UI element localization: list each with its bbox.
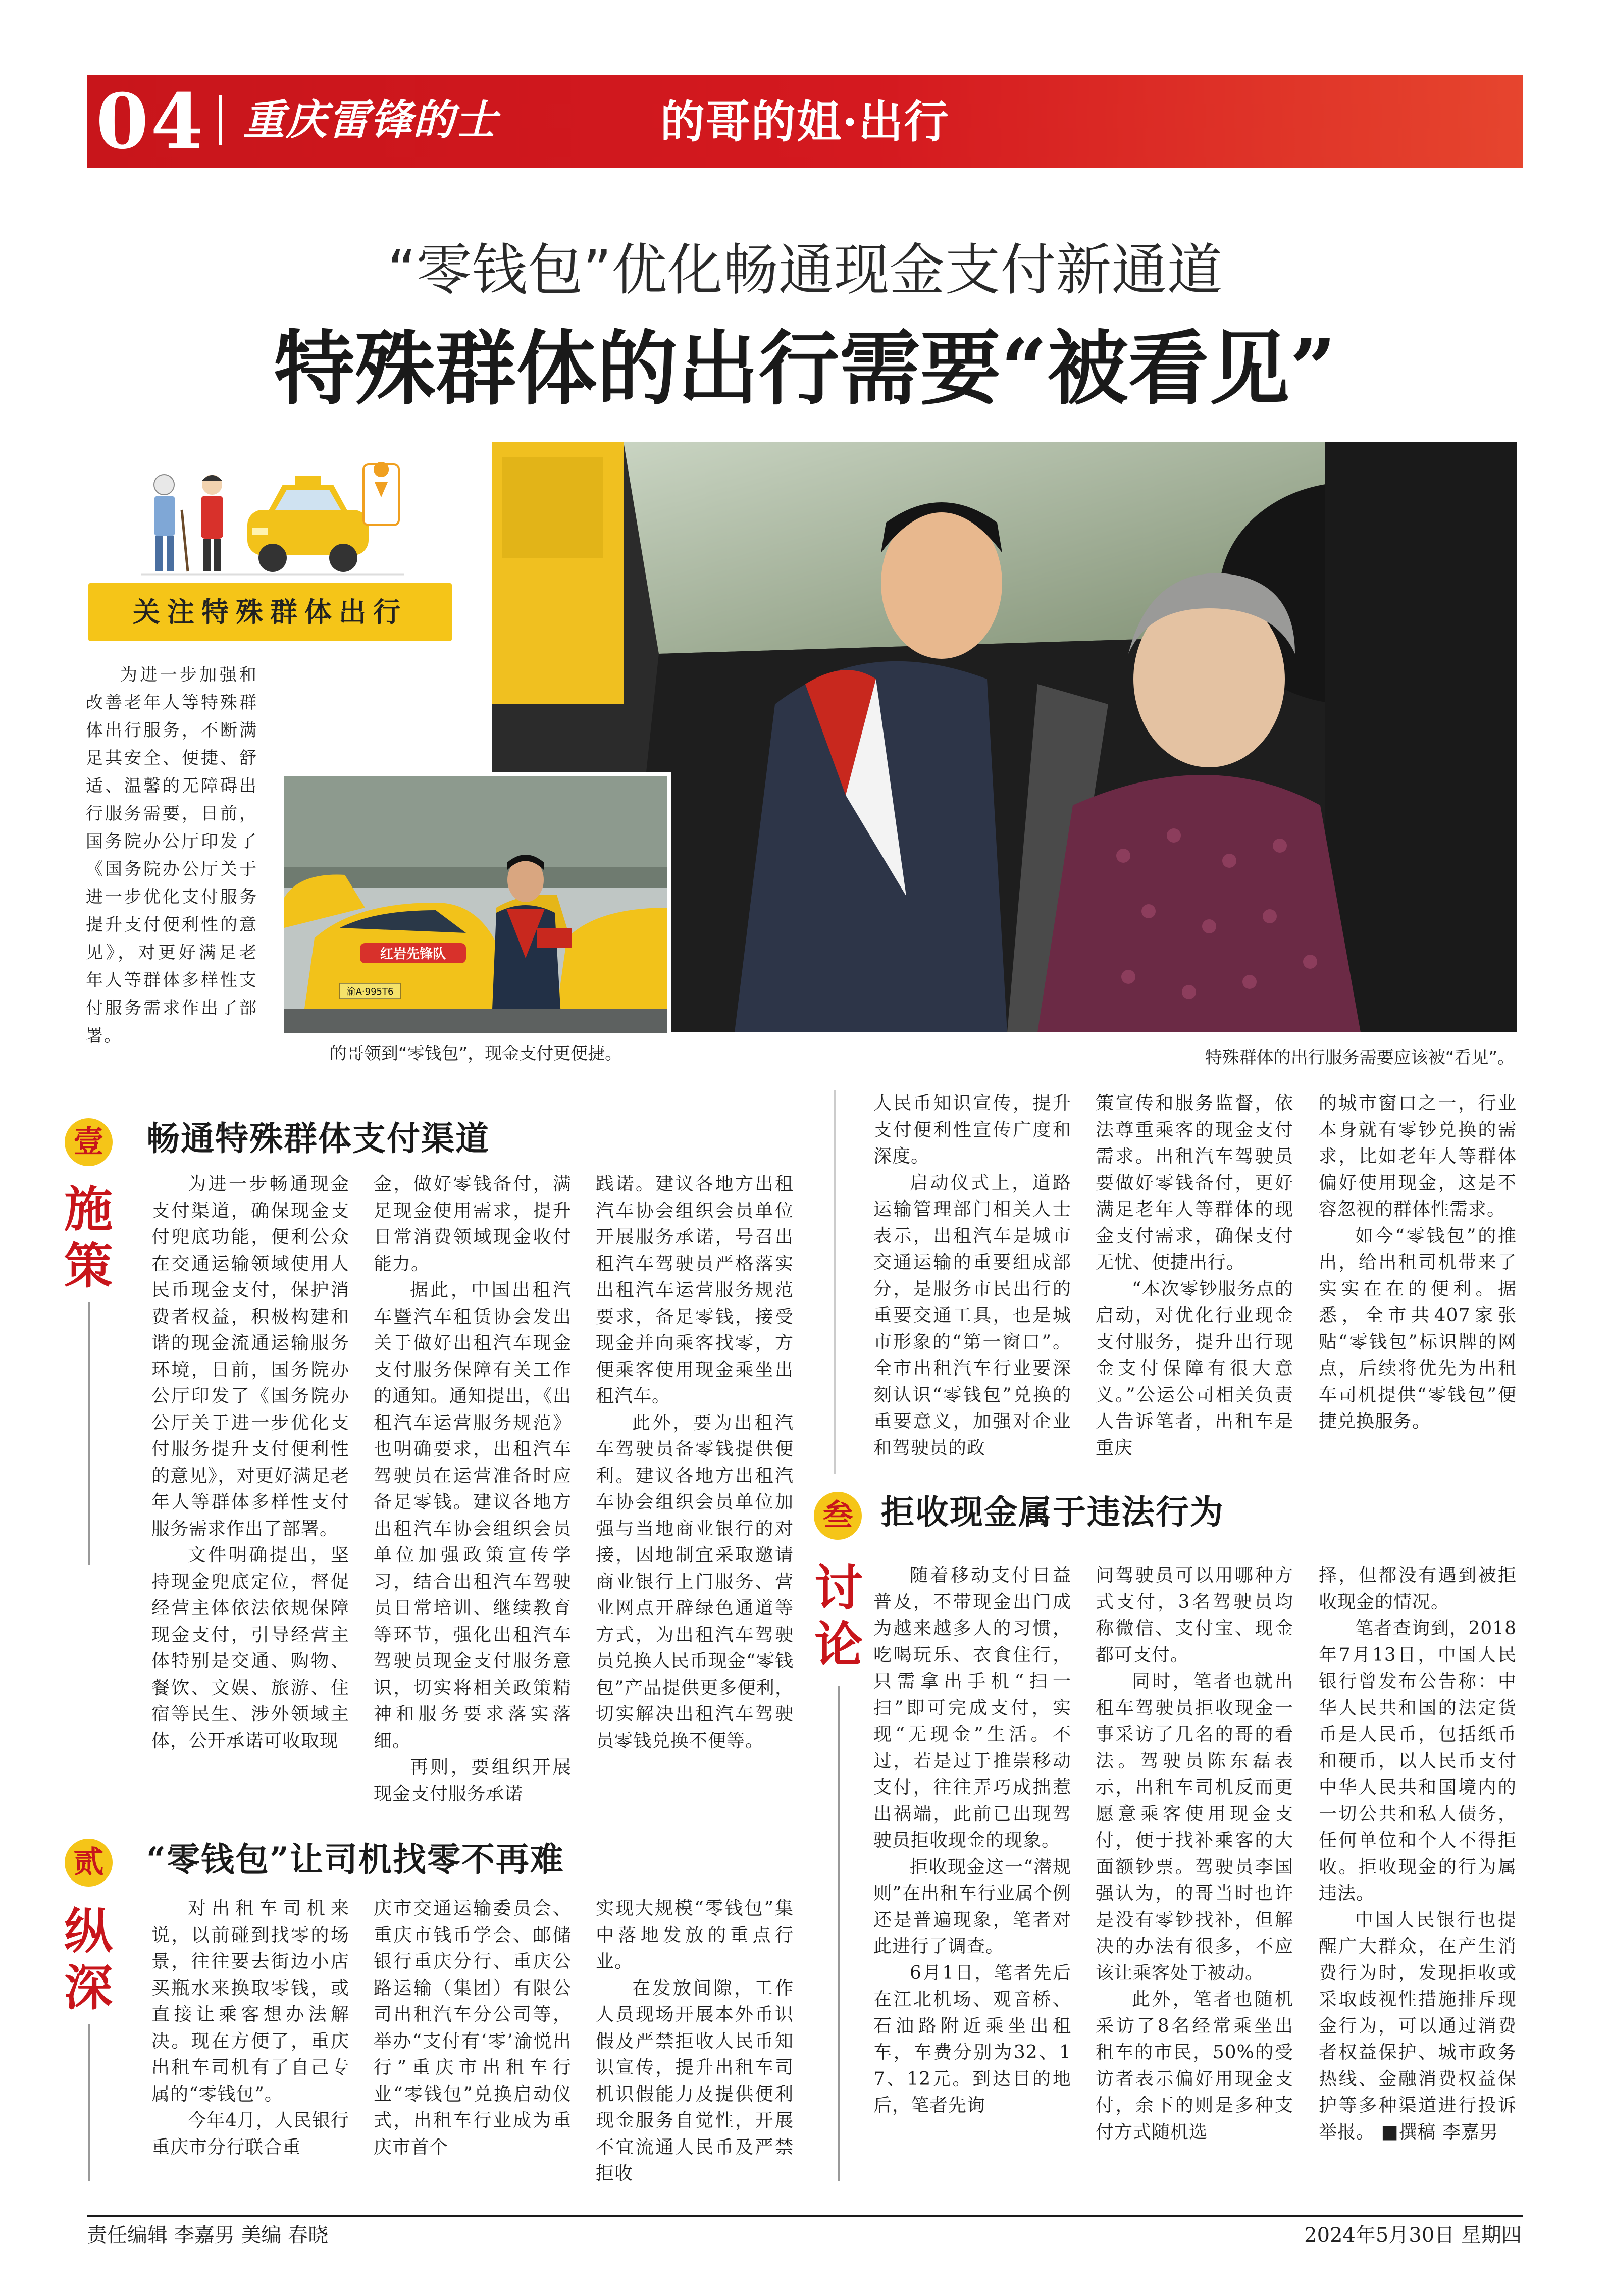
text-column: 人民币知识宣传，提升支付便利性宣传广度和深度。 启动仪式上，道路运输管理部门相关人士表示，出租汽车是城市交通运输的重要组成部分，是服务市民出行的重要交通工具，也是城市形象的“第一窗口”。全市出租汽车行业要深刻认识“零钱包”兑换的重要意义，加强对企业和驾驶员的政 — [873, 1093, 1071, 1458]
text-column: 庆市交通运输委员会、重庆市钱币学会、邮储银行重庆分行、重庆公路运输（集团）有限公司出租汽车分公司等，举办“支付有‘零’渝悦出行”重庆市出租车行业“零钱包”兑换启动仪式，出租车行业成为重庆市首个 — [374, 1898, 572, 2158]
article-subhead: “零钱包”优化畅通现金支付新通道 — [387, 238, 1223, 302]
photo-driver-with-wallet-scene — [284, 776, 667, 1033]
special-groups-illustration — [141, 454, 404, 581]
footer-date: 2024年5月30日 星期四 — [1304, 2224, 1522, 2247]
page-number: 04 — [96, 77, 205, 166]
section-badge: 壹 — [65, 1118, 113, 1166]
section-title: 畅通特殊群体支付渠道 — [146, 1119, 490, 1158]
section-title: 拒收现金属于违法行为 — [881, 1492, 1224, 1532]
text-column: 对出租车司机来说，以前碰到找零的场景，往往要去街边小店买瓶水来换取零钱，或直接让乘客想办法解决。现在方便了，重庆出租车司机有了自己专属的“零钱包”。 今年4月，人民银行重庆市分行联合重 — [151, 1898, 349, 2158]
text-column: 为进一步畅通现金支付渠道，确保现金支付兜底功能，便利公众在交通运输领域使用人民币现金支付，保护消费者权益，积极构建和谐的现金流通运输服务环境，日前，国务院办公厅印发了《国务院办公厅关于进一步优化支付服务提升支付便利性的意见》，对更好满足老年人等群体多样性支付服务需求作出了部署。 文件明确提出，坚持现金兜底定位，督促经营主体依法依规保障现金支付，引导经营主体特别是交通、购物、餐饮、文娱、旅游、住宿等民生、涉外领域主体，公开承诺可收取现 — [151, 1174, 349, 1751]
text-column: 实现大规模“零钱包”集中落地发放的重点行业。 在发放间隙，工作人员现场开展本外币识假及严禁拒收人民币知识宣传，提升出租车司机识假能力及提供便利现金服务自觉性，开展不宜流通人民币及严禁拒收 — [596, 1898, 794, 2184]
column-rule — [834, 1090, 836, 1474]
header-banner — [87, 75, 1523, 168]
section-vertical-rule — [838, 1686, 840, 2181]
photo-driver-with-wallet — [280, 772, 671, 1037]
taxi-banner-text: 红岩先锋队 — [380, 947, 446, 962]
section-title: “零钱包”让司机找零不再难 — [146, 1840, 564, 1879]
photo-caption-driver: 的哥领到“零钱包”，现金支付更便捷。 — [329, 1043, 622, 1064]
photo-caption-elderly: 特殊群体的出行服务需要应该被“看见”。 — [1205, 1048, 1515, 1068]
article-headline: 特殊群体的出行需要“被看见” — [274, 321, 1336, 416]
section-vertical-label: 讨论 — [814, 1559, 863, 1673]
section-name: 的哥的姐·出行 — [660, 95, 950, 148]
text-column: 随着移动支付日益普及，不带现金出门成为越来越多人的习惯，吃喝玩乐、衣食住行，只需拿出手机“扫一扫”即可完成支付，实现“无现金”生活。不过，若是过于推崇移动支付，往往弄巧成拙惹出祸端，此前已出现驾驶员拒收现金的现象。 拒收现金这一“潜规则”在出租车行业属个例还是普遍现象，笔者对此进行了调查。 6月1日，笔者先后在江北机场、观音桥、石油路附近乘坐出租车，车费分别为32、17、12元。到达目的地后，笔者先询 — [873, 1565, 1071, 2116]
text-column: 择，但都没有遇到被拒收现金的情况。 笔者查询到，2018年7月13日，中国人民银行曾发布公告称：中华人民共和国的法定货币是人民币，包括纸币和硬币，以人民币支付中华人民共和国境内的一切公共和私人债务，任何单位和个人不得拒收。拒收现金的行为属违法。 中国人民银行也提醒广大群众，在产生消费行为时，发现拒收或采取歧视性措施排斥现金行为，可以通过消费者权益保护、城市政务热线、金融消费权益保护等多种渠道进行投诉举报。 ■撰稿 李嘉男 — [1319, 1565, 1517, 2143]
footer-editors: 责任编辑 李嘉男 美编 春晓 — [87, 2224, 329, 2247]
text-column: 践诺。建议各地方出租汽车协会组织会员单位开展服务承诺，号召出租汽车驾驶员严格落实出租汽车运营服务规范要求，备足零钱，接受现金并向乘客找零，方便乘客使用现金乘坐出租汽车。 此外，要为出租汽车驾驶员备零钱提供便利。建议各地方出租汽车协会组织会员单位加强与当地商业银行的对接，因地制宜采取邀请商业银行上门服务、营业网点开辟绿色通道等方式，为出租汽车驾驶员兑换人民币现金“零钱包”产品提供更多便利，切实解决出租汽车驾驶员零钱兑换不便等。 — [596, 1174, 794, 1751]
text-column: 问驾驶员可以用哪种方式支付，3名驾驶员均称微信、支付宝、现金都可支付。 同时，笔者也就出租车驾驶员拒收现金一事采访了几名的哥的看法。驾驶员陈东磊表示，出租车司机反而更愿意乘客使用现金支付，便于找补乘客的大面额钞票。驾驶员李国强认为，的哥当时也许是没有零钞找补，但解决的办法有很多，不应该让乘客处于被动。 此外，笔者也随机采访了8名经常乘坐出租车的市民，50%的受访者表示偏好用现金支付，余下的则是多种支付方式随机选 — [1096, 1565, 1293, 2143]
focus-label: 关注特殊群体出行 — [88, 583, 452, 641]
text-column: 的城市窗口之一，行业本身就有零钞兑换的需求，比如老年人等群体偏好使用现金，这是不容忽视的群体性需求。 如今“零钱包”的推出，给出租司机带来了实实在在的便利。据悉，全市共407家张贴“零钱包”标识牌的网点，后续将优先为出租车司机提供“零钱包”便捷兑换服务。 — [1319, 1093, 1517, 1432]
license-plate: 渝A·995T6 — [346, 986, 394, 997]
text-column: 金，做好零钱备付，满足现金使用需求，提升日常消费领域现金收付能力。 据此，中国出租汽车暨汽车租赁协会发出关于做好出租汽车现金支付服务保障有关工作的通知。通知提出，《出租汽车运营服务规范》也明确要求，出租汽车驾驶员在运营准备时应备足零钱。建议各地方出租汽车协会组织会员单位加强政策宣传学习，结合出租汽车驾驶员日常培训、继续教育等环节，强化出租汽车驾驶员现金支付服务意识，切实将相关政策精神和服务要求落实落细。 再则，要组织开展现金支付服务承诺 — [374, 1174, 572, 1804]
section-vertical-label: 施策 — [64, 1181, 113, 1294]
section-vertical-label: 纵深 — [64, 1903, 113, 2016]
section-vertical-rule — [88, 1302, 90, 1565]
header-divider — [219, 95, 222, 145]
section-vertical-rule — [88, 2024, 90, 2181]
section-badge: 贰 — [65, 1839, 113, 1887]
intro-paragraph: 为进一步加强和改善老年人等特殊群体出行服务，不断满足其安全、便捷、舒适、温馨的无障碍出行服务需要，日前，国务院办公厅印发了《国务院办公厅关于进一步优化支付服务提升支付便利性的意见》，对更好满足老年人等群体多样性支付服务需求作出了部署。 — [86, 665, 257, 1046]
footer-rule — [87, 2215, 1523, 2217]
publication-name: 重庆雷锋的士 — [243, 96, 498, 144]
text-column: 策宣传和服务监督，依法尊重乘客的现金支付需求。出租汽车驾驶员要做好零钱备付，更好满足老年人等群体的现金支付需求，确保支付无忧、便捷出行。 “本次零钞服务点的启动，对优化行业现金支付服务，提升出行现金支付保障有很大意义。”公运公司相关负责人告诉笔者，出租车是重庆 — [1096, 1093, 1293, 1458]
section-badge: 叁 — [814, 1492, 862, 1540]
